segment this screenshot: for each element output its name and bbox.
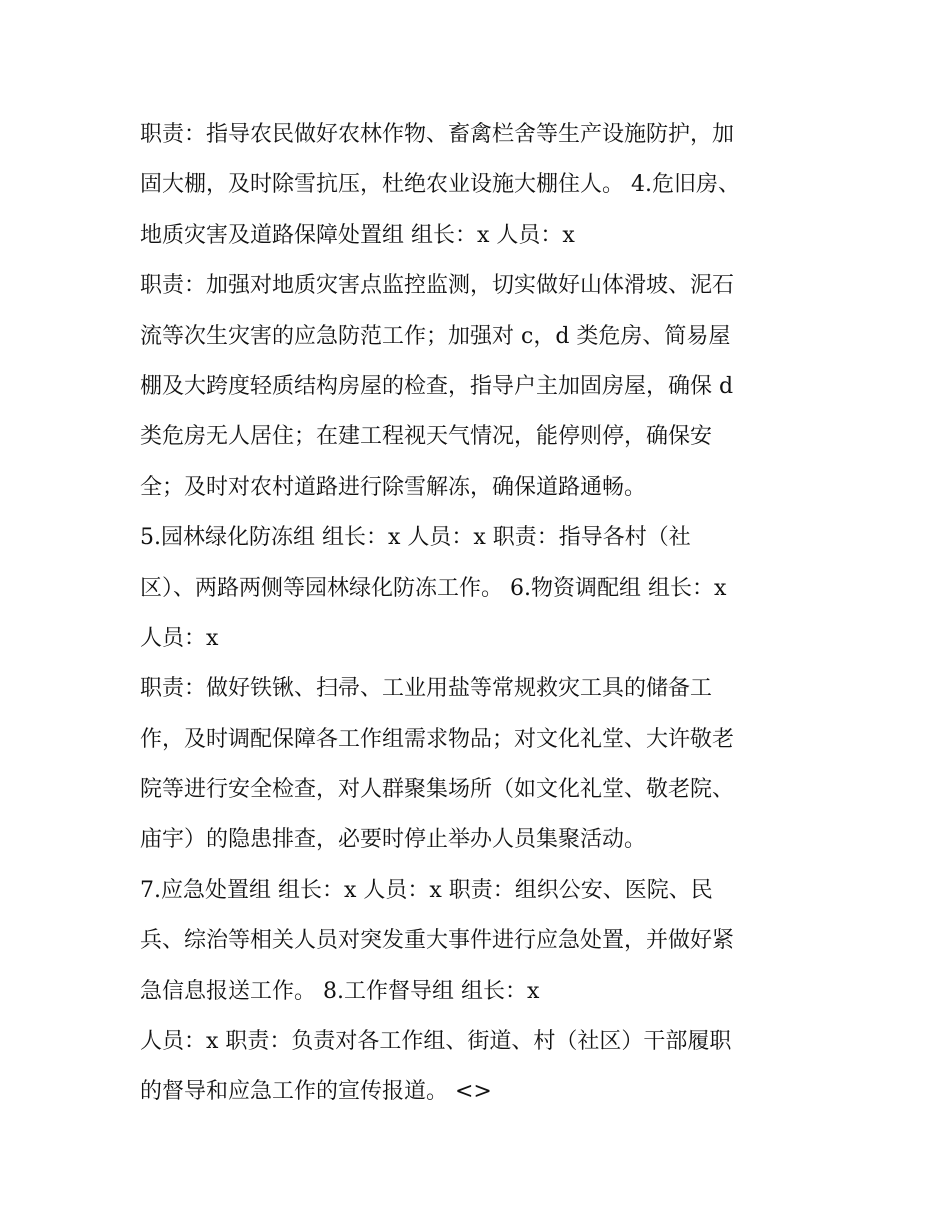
text-line: 院等进行安全检查，对人群聚集场所（如文化礼堂、敬老院、 bbox=[140, 777, 735, 803]
text-line: 棚及大跨度轻质结构房屋的检查，指导户主加固房屋，确保 d bbox=[140, 373, 734, 399]
document-body bbox=[140, 110, 820, 1118]
text-line: 7.应急处置组 组长：x 人员：x 职责：组织公安、医院、民 bbox=[140, 877, 713, 903]
text-line: 人员：x 职责：负责对各工作组、街道、村（社区）干部履职 bbox=[140, 1029, 732, 1055]
text-line: 职责：指导农民做好农林作物、畜禽栏舍等生产设施防护，加 bbox=[140, 122, 735, 147]
text-line: 职责：做好铁锹、扫帚、工业用盐等常规救灾工具的储备工 bbox=[140, 676, 713, 702]
text-line: 固大棚，及时除雪抗压，杜绝农业设施大棚住人。 4.危旧房、 bbox=[140, 172, 740, 198]
text-line: 作，及时调配保障各工作组需求物品；对文化礼堂、大许敬老 bbox=[140, 726, 735, 752]
text-line: 流等次生灾害的应急防范工作；加强对 c，d 类危房、简易屋 bbox=[140, 323, 731, 349]
text-line: 全；及时对农村道路进行除雪解冻，确保道路通畅。 bbox=[140, 474, 647, 500]
text-line: 的督导和应急工作的宣传报道。 <> bbox=[140, 1079, 492, 1105]
text-line: 职责：加强对地质灾害点监控监测，切实做好山体滑坡、泥石 bbox=[140, 273, 735, 299]
text-line: 地质灾害及道路保障处置组 组长：x 人员：x bbox=[140, 222, 575, 248]
text-line: 庙宇）的隐患排查，必要时停止举办人员集聚活动。 bbox=[140, 827, 647, 853]
text-line: 兵、综治等相关人员对突发重大事件进行应急处置，并做好紧 bbox=[140, 928, 735, 954]
text-line: 区）、两路两侧等园林绿化防冻工作。 6.物资调配组 组长：x bbox=[140, 575, 727, 601]
text-line: 人员：x bbox=[140, 625, 219, 651]
text-line: 急信息报送工作。 8.工作督导组 组长：x bbox=[140, 978, 540, 1004]
text-line: 5.园林绿化防冻组 组长：x 人员：x 职责：指导各村（社 bbox=[140, 525, 691, 551]
text-line: 类危房无人居住；在建工程视天气情况，能停则停，确保安 bbox=[140, 424, 713, 450]
